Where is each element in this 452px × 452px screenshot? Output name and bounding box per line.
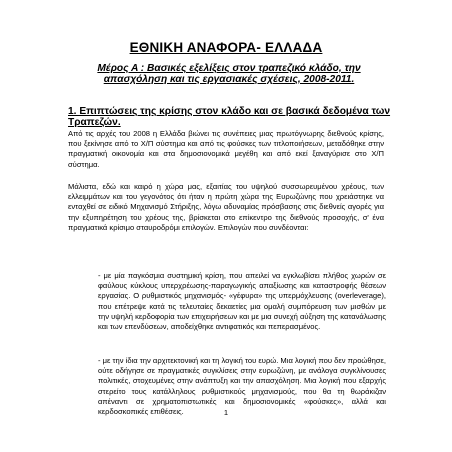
paragraph: Από τις αρχές του 2008 η Ελλάδα βιώνει τις συνέπειες μιας πρωτόγνωρης διεθνούς κρίσης, που ξεκίνησε από το Χ/Π σύστημα και από τις φούσκες των τιτλοποιήσεων, μεταδόθηκε στην πραγματική οικονομία και στα δημοσιονομικά μεγέθη και από εκεί ξαναγύρισε στο Χ/Π σύστημα. (68, 129, 384, 169)
document-title: ΕΘΝΙΚΗ ΑΝΑΦΟΡΑ- ΕΛΛΑΔΑ (129, 40, 323, 55)
document-subtitle: Μέρος Α : Βασικές εξελίξεις στον τραπεζικό κλάδο, την απασχόληση και τις εργασιακές σχέσεις, 2008-2011. (97, 63, 361, 85)
section-heading: 1. Επιπτώσεις της κρίσης στον κλάδο και σε βασικά δεδομένα των Τραπεζών. (68, 106, 391, 128)
bullet-item: - με μία παγκόσμια συστημική κρίση, που απειλεί να εγκλωβίσει πλήθος χωρών σε φαύλους κύκλους υπερχρέωσης-παραγωγικής απαξίωσης και καταστροφής θέσεων εργασίας. Ο ρυθμιστικός μηχανισμός- «γέφυρα» της υπερμόχλευσης (overleverage), που επέτρεψε κατά τις τελευταίες δεκαετίες μια ομαλή συμπόρευση των μισθών με την υψηλή κερδοφορία των επιχειρήσεων και με μια συνεχή αύξηση της κατανάλωσης και των επενδύσεων, αποδείχθηκε αντιφατικός και πεπερασμένος. (98, 271, 386, 332)
page-number: 1 (223, 408, 229, 417)
paragraph: Μάλιστα, εδώ και καιρό η χώρα μας, εξαιτίας του υψηλού συσσωρευμένου χρέους, των ελλειμμάτων και του γεγονότος ότι ήταν η πρώτη χώρα της Ευρωζώνης που χρειάστηκε να ενταχθεί σε ειδικό Μηχανισμό Στήριξης, λόγω αδυναμίας πρόσβασης στις διεθνείς αγορές για την εξυπηρέτηση του χρέους της, βρίσκεται στο επίκεντρο της διεθνούς προσοχής, σ' ένα πραγματικά κρίσιμο σταυροδρόμι επιλογών. Επιλογών που συνδέονται: (68, 182, 384, 232)
bullet-item: - με την ίδια την αρχιτεκτονική και τη λογική του ευρώ. Μια λογική που δεν προώθησε, ούτε οδήγησε σε πραγματικές συγκλίσεις στην ευρωζώνη, με ανάλογα συγκλίνουσες πολιτικές, στοχευμένες στην ανάπτυξη και την απασχόληση. Μια λογική που εξαρχής στερείτο τους κατάλληλους ρυθμιστικούς μηχανισμούς, που θα τη θωράκιζαν απέναντι σε χρηματοπιστωτικές και δημοσιονομικές «φούσκες», αλλά και κερδοσκοπικές επιθέσεις. (98, 356, 386, 417)
